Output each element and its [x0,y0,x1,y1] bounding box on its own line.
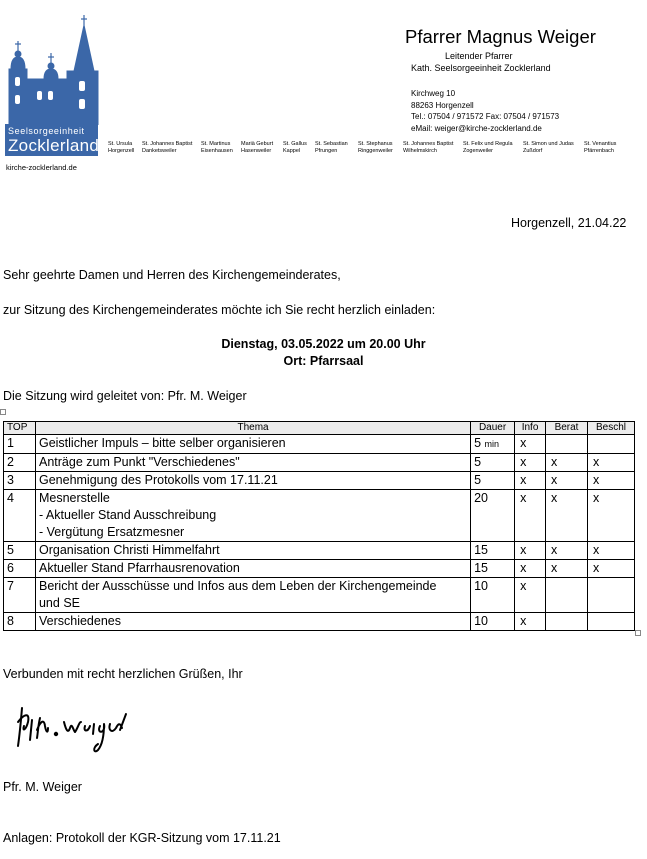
table-row [4,435,635,454]
cell-dauer: 10 [471,578,515,613]
sender-name: Pfarrer Magnus Weiger [405,26,596,47]
sender-role: Leitender Pfarrer [445,51,513,61]
cell-top: 1 [4,435,36,454]
intro-text: zur Sitzung des Kirchengemeinderates möchte ich Sie recht herzlich einladen: [3,303,436,317]
cell-info: x [515,560,546,578]
cell-info: x [515,490,546,542]
parish-item: St. Sebastian Pfrungen [315,141,348,154]
cell-beschl: x [588,560,635,578]
date-line: Horgenzell, 21.04.22 [511,216,627,230]
cell-thema: Mesnerstelle - Aktueller Stand Ausschreibung - Vergütung Ersatzmesner [35,490,470,542]
parish-item: Mariä Geburt Hasenweiler [241,141,274,154]
cell-top: 8 [4,613,36,631]
cell-thema: Bericht der Ausschüsse und Infos aus dem Leben der Kirchengemeinde und SE [35,578,470,613]
cell-thema: Geistlicher Impuls – bitte selber organisieren [35,435,470,454]
cell-info: x [515,613,546,631]
table-row [4,472,635,490]
signature-image [12,700,142,755]
meeting-date: Dienstag, 03.05.2022 um 20.00 Uhr [221,337,426,351]
cell-dauer: 10 [471,613,515,631]
cell-berat: x [546,490,588,542]
parish-item: St. Felix und Regula Zogenweiler [463,141,513,154]
table-row [4,454,635,472]
cell-dauer: 20 [471,490,515,542]
header-info: Info [515,422,546,435]
cell-thema: Organisation Christi Himmelfahrt [35,542,470,560]
table-resize-handle[interactable] [635,630,641,636]
table-row [4,490,635,542]
table-row [4,578,635,613]
table-row [4,560,635,578]
cell-info: x [515,454,546,472]
parish-item: St. Martinus Eisenhausen [201,141,233,154]
cell-beschl: x [588,542,635,560]
parish-item: St. Gallus Kappel [283,141,307,154]
header-top: TOP [4,422,36,435]
closing-text: Verbunden mit recht herzlichen Grüßen, Ihr [3,667,243,681]
sender-city: 88263 Horgenzell [411,101,474,110]
parish-item: St. Simon und Judas Zußdorf [523,141,574,154]
cell-top: 5 [4,542,36,560]
cell-berat: x [546,542,588,560]
cell-berat [546,613,588,631]
parish-item: St. Ursula Horgenzell [108,141,135,154]
cell-dauer: 15 [471,542,515,560]
cell-info: x [515,542,546,560]
cell-beschl: x [588,472,635,490]
sender-unit: Kath. Seelsorgeeinheit Zocklerland [411,63,551,73]
table-row [4,542,635,560]
sender-phone: Tel.: 07504 / 971572 Fax: 07504 / 971573 [411,112,560,121]
parish-item: St. Stephanus Ringgenweiler [358,141,393,154]
cell-berat: x [546,472,588,490]
cell-top: 4 [4,490,36,542]
meeting-place: Ort: Pfarrsaal [283,354,364,368]
church-logo-icon [3,13,100,125]
parish-item: St. Johannes Baptist Wilhelmskirch [403,141,454,154]
cell-top: 2 [4,454,36,472]
cell-dauer: 5 min [471,435,515,454]
cell-thema: Aktueller Stand Pfarrhausrenovation [35,560,470,578]
header-beschl: Beschl [588,422,635,435]
table-move-handle[interactable] [0,409,6,415]
cell-berat: x [546,560,588,578]
parish-item: St. Venantius Pfärrenbach [584,141,617,154]
cell-berat: x [546,454,588,472]
cell-top: 7 [4,578,36,613]
chair-line: Die Sitzung wird geleitet von: Pfr. M. Weiger [3,389,247,403]
cell-beschl: x [588,454,635,472]
cell-thema: Genehmigung des Protokolls vom 17.11.21 [35,472,470,490]
header-dauer: Dauer [471,422,515,435]
cell-info: x [515,578,546,613]
logo-line-2: Zocklerland [8,136,100,155]
cell-beschl [588,613,635,631]
signature-name: Pfr. M. Weiger [3,780,82,794]
table-row [4,613,635,631]
sender-street: Kirchweg 10 [411,89,456,98]
header-thema: Thema [35,422,470,435]
cell-info: x [515,435,546,454]
attachments-line: Anlagen: Protokoll der KGR-Sitzung vom 17.11.21 [3,831,281,845]
cell-beschl [588,578,635,613]
cell-top: 3 [4,472,36,490]
cell-beschl: x [588,490,635,542]
cell-beschl [588,435,635,454]
sender-email[interactable]: eMail: weiger@kirche-zocklerland.de [411,124,542,133]
logo-banner [5,124,98,156]
logo-line-1: Seelsorgeeinheit [8,126,85,136]
website-link[interactable]: kirche-zocklerland.de [6,163,77,172]
cell-berat [546,435,588,454]
cell-dauer: 15 [471,560,515,578]
cell-thema: Verschiedenes [35,613,470,631]
table-header-row [4,422,635,435]
cell-berat [546,578,588,613]
cell-thema: Anträge zum Punkt "Verschiedenes" [35,454,470,472]
agenda-table [3,421,635,631]
cell-dauer: 5 [471,472,515,490]
header-berat: Berat [546,422,588,435]
cell-dauer: 5 [471,454,515,472]
cell-top: 6 [4,560,36,578]
parish-item: St. Johannes Baptist Danketsweiler [142,141,193,154]
salutation: Sehr geehrte Damen und Herren des Kirchengemeinderates, [3,268,341,282]
cell-info: x [515,472,546,490]
